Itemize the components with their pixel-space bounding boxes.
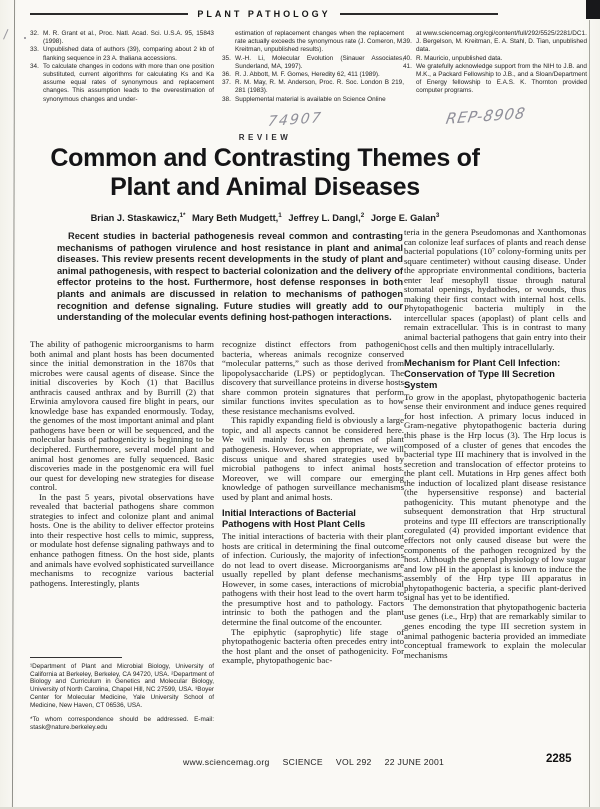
scan-edge-right-line [589,20,590,809]
reference-number: 37. [222,79,231,87]
reference-item [222,71,404,79]
references-column-3 [403,30,587,96]
footnote-divider [30,657,122,658]
body-paragraph: The epiphytic (saprophytic) life stage of phytopathogenic bacteria often precedes entry into the host plant and the onset of pathogenicity. For example, phytopathogenic bac- [222,626,404,666]
body-paragraph: This rapidly expanding field is obviously a large topic, and all aspects cannot be considered here. We will mainly focus on themes of plant pathogenesis. However, when appropriate, we will discuss unique and shared strategies used by microbial pathogens to infect animal hosts. Moreover, we will compare our emerging knowledge of pathogen surveillance mechanisms used by plant and animal hosts. [222,415,404,502]
body-column-3 [404,228,586,760]
reference-item [30,30,214,46]
scan-speck [24,37,26,39]
reference-text: Unpublished data of authors (39), comparing about 2 kb of flanking sequence in 23 A. thaliana accessions. [43,46,214,62]
reference-item [403,55,587,63]
body-paragraph: teria in the genera Pseudomonas and Xanthomonas can colonize leaf surfaces of plants and reach dense bacterial populations (10⁷ colony-forming units per square centimeter) without causing disease. Under the appropriate environmental conditions, bacteria enter leaf mesophyll tissue through natural stomatal openings, hydathodes, or wounds, thus making their first contact with internal host cells. Phytopathogenic bacteria multiply in the intercellular spaces (apoplast) of plant cells and remain extracellular. This is in contrast to many animal bacterial pathogens that gain entry into their host cells and then multiply intracellularly. [404,228,586,352]
author [371,213,440,223]
correspondence-footnote: *To whom correspondence should be addressed. E-mail: stask@nature.berkeley.edu [30,716,214,731]
author-affiliation-mark: 3 [435,212,440,219]
reference-continuation: estimation of replacement changes when the replacement rate actually exceeds the synonymous rate (J. Comeron, M. Kreitman, unpublished results). [235,30,404,54]
section-heading: Initial Interactions of Bacterial Pathogens with Host Plant Cells [222,507,366,530]
reference-continuation: at www.sciencemag.org/cgi/content/full/292/5525/2281/DC1. [416,30,587,37]
section-banner [30,9,498,19]
footnote-block [30,657,214,732]
reference-item [403,63,587,96]
footer-volume: VOL 292 [335,757,372,767]
reference-text: W.-H. Li, Molecular Evolution (Sinauer Associates, Sunderland, MA, 1997). [235,54,404,70]
body-paragraph: The ability of pathogenic microorganisms to harm both animal and plant hosts has been documented since the initial demonstration in the 1870s that microbes were causal agents of disease. Since the initial discoveries by Koch (1) that Bacillus anthracis caused anthrax and by Burrill (2) that Erwinia amylovora caused fire blight in pears, our knowledge base has expanded enormously. Today, the genomes of the most important animal and plant pathogens have been or will be sequenced, and the molecular basis of pathogenicity is beginning to be deciphered. Furthermore, several model plant and animal host genomes are fully sequenced. Basic discoveries made in the postgenomic era will fuel our quest for developing new strategies for disease control. [30,340,214,493]
reference-item [222,55,404,71]
author-affiliation-mark: 1* [179,212,186,219]
reference-number: 35. [222,54,231,62]
author [91,213,186,223]
reference-text: To calculate changes in codons with more than one position substituted, current algorithms for calculating Ks and Ka assume equal rates of synonymous and replacement changes. This assumption leads to the overestimation of synonymous changes and under- [43,62,214,103]
reference-number: 41. [403,62,412,70]
reference-number: 36. [222,71,231,79]
body-column-1 [30,340,214,654]
handwritten-number: 74907 [266,109,324,131]
section-heading: Mechanism for Plant Cell Infection: Conservation of Type III Secretion System [404,357,561,390]
review-label: REVIEW [238,133,292,142]
body-paragraph: To grow in the apoplast, phytopathogenic bacteria sense their environment and induce genes required for host infection. A primary locus induced in Gram-negative phytopathogenic bacteria during this phase is the Hrp locus (3). The Hrp locus is composed of a cluster of genes that encodes the bacterial type III machinery that is involved in the secretion and translocation of effector proteins to the plant cell. Mutations in Hrp genes affect both the induction of localized plant disease resistance (the hypersensitive response) and bacterial pathogenicity. This mutant phenotype and the subsequent demonstration that Hrp structural proteins and type III effectors are transcriptionally coregulated (4) provided important evidence that effectors not only caused disease but were the components of the pathogen recognized by the host. Although the general physiology of low sugar and low pH in the apoplast is known to induce the assembly of the Hrp type III apparatus in phytopathogenic bacteria, a specific plant-derived signal has yet to be identified. [404,391,586,603]
footer-date: 22 JUNE 2001 [384,757,445,767]
scan-corner-black-mark [586,0,600,19]
author-name: Mary Beth Mudgett, [192,213,279,224]
author-name: Jeffrey L. Dangl, [288,213,361,224]
page-number: 2285 [546,753,572,765]
reference-number: 34. [30,62,39,70]
body-paragraph: The initial interactions of bacteria with their plant hosts are critical in determining the final outcome of infection. Curiously, the majority of infections do not lead to overt disease. Microorganisms are usually repelled by plant defense mechanisms. However, in some cases, interactions of microbial pathogens with their host lead to the overt harm to the presumptive host and to pathology. Factors intrinsic to both the pathogen and the plant determine the final outcome of the encounter. [222,531,404,628]
article-title-line1: Common and Contrasting Themes of [50,144,480,172]
reference-item [403,38,587,54]
scan-edge-left-line [12,0,15,809]
reference-number: 33. [30,46,39,54]
abstract: Recent studies in bacterial pathogenesis reveal common and contrasting mechanisms of pathogen virulence and host resistance in plant and animal diseases. This review presents recent developments in the study of plant and animal pathogenesis, with respect to bacterial colonization and the delivery of effector proteins to the host. Furthermore, host defense responses in both plants and animals are discussed in relation to mechanisms of pathogen recognition and defense signaling. Future studies will greatly add to our understanding of the molecular events defining host-pathogen interactions. [57,231,403,323]
reference-item [222,96,404,104]
author-byline [20,212,510,223]
author [192,213,282,223]
banner-rule-right [340,13,498,15]
banner-rule-left [30,13,188,15]
reference-item [30,63,214,104]
author-name: Jorge E. Galan [370,213,436,224]
reference-item [30,46,214,62]
reference-number: 32. [30,30,39,37]
author-name: Brian J. Staskawicz, [90,213,180,224]
article-title [20,144,510,201]
article-title-line2: Plant and Animal Diseases [110,172,420,201]
section-banner-title: PLANT PATHOLOGY [197,9,331,19]
body-column-2 [222,340,404,758]
body-paragraph: The demonstration that phytopathogenic bacteria use genes (i.e., Hrp) that are remarkably similar to genes encoding the type III secretion system in animal pathogenic bacteria provided an immediate conceptual framework to explain the molecular mechanisms [404,601,586,660]
reference-text: M. R. Grant et al., Proc. Natl. Acad. Sci. U.S.A. 95, 15843 (1998). [43,30,214,46]
scan-speck [3,29,14,42]
footer-site: www.sciencemag.org [183,757,270,767]
references-column-1 [30,30,214,104]
reference-text: J. Bergelson, M. Kreitman, E. A. Stahl, D. Tian, unpublished data. [416,38,587,54]
reference-text: R. M. May, R. M. Anderson, Proc. R. Soc. London B 219, 281 (1983). [235,79,404,95]
reference-text: R. J. Abbott, M. F. Gomes, Heredity 62, 411 (1989). [235,71,380,79]
reference-number: 38. [222,95,231,103]
footer-journal: SCIENCE [282,757,323,767]
body-paragraph: In the past 5 years, pivotal observations have revealed that bacterial pathogens share common strategies to infect and colonize plant and animal hosts. One is the ability to deliver effector proteins into their respective host cells to mimic, suppress, or modulate host defense signaling pathways and to enhance pathogen fitness. On the host side, plants and animals have evolved sophisticated surveillance mechanisms to recognize various bacterial pathogens. Interestingly, plants [30,491,214,588]
reference-number: 39. [403,38,412,46]
reference-item [222,79,404,95]
reference-text: R. Mauricio, unpublished data. [416,54,503,62]
author [288,213,364,223]
reference-text: We gratefully acknowledge support from the NIH to J.B. and M.K., a Packard Fellowship to J.B., and a Sloan/Department of Energy fellowship to E.A.S. K. Thornton provided computer programs. [416,62,587,95]
references-column-2 [222,30,404,104]
handwritten-code: REP-8908 [444,104,528,128]
author-affiliation-mark: 2 [360,212,365,219]
author-affiliation-mark: 1 [278,212,282,219]
page-footer [183,757,457,767]
reference-text: Supplemental material is available on Science Online [235,95,386,103]
body-paragraph: recognize distinct effectors from pathogenic bacteria, whereas animals recognize conserved “molecular patterns,” such as those derived from lipopolysaccharide (LPS) or peptidoglycan. The discovery that surveillance proteins in diverse hosts share common protein signatures that perform similar functions invites speculation as to how these resistance mechanisms evolved. [222,340,404,416]
affiliations-footnote: ¹Department of Plant and Microbial Biology, University of California at Berkeley, Berkeley, CA 94720, USA. ²Department of Biology and Curriculum in Genetics and Molecular Biology, University of North Carolina, Chapel Hill, NC 27599, USA. ³Boyer Center for Molecular Medicine, Yale University School of Medicine, New Haven, CT 06536, USA. [30,663,214,709]
reference-number: 40. [403,54,412,62]
